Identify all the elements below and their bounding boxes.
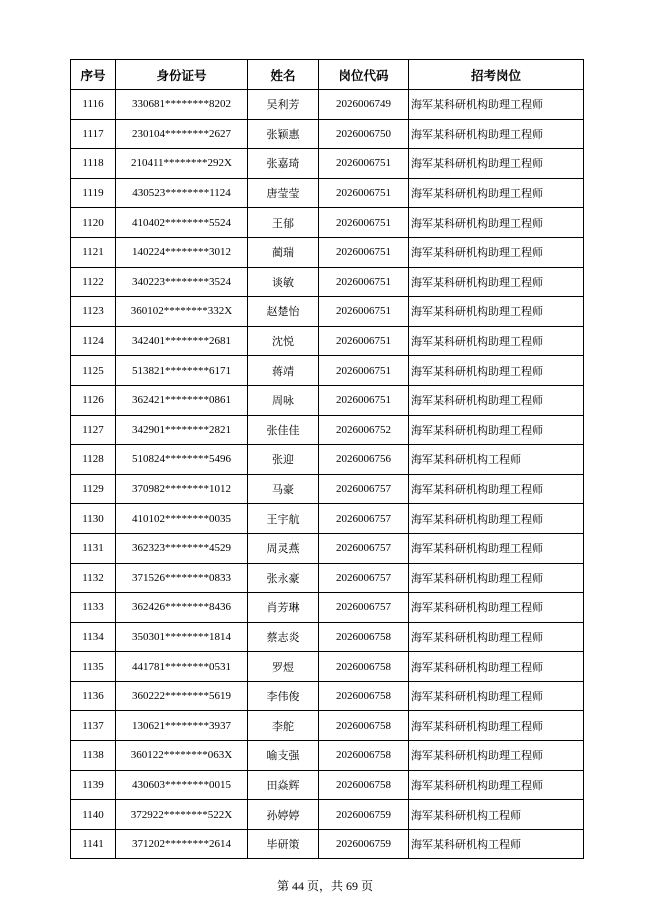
table-row	[71, 474, 584, 504]
post-code-cell: 2026006757	[319, 533, 409, 563]
id-number-cell: 342901********2821	[116, 415, 248, 445]
row-number-cell: 1123	[71, 297, 116, 327]
name-cell: 谈敏	[248, 267, 319, 297]
name-cell: 赵楚怡	[248, 297, 319, 327]
post-code-cell: 2026006751	[319, 356, 409, 386]
table-row	[71, 593, 584, 623]
candidate-table	[70, 59, 584, 859]
post-code-cell: 2026006757	[319, 563, 409, 593]
post-title-cell: 海军某科研机构助理工程师	[409, 237, 584, 267]
table-body	[71, 90, 584, 859]
name-cell: 蔺瑞	[248, 237, 319, 267]
name-cell: 蒋靖	[248, 356, 319, 386]
post-code-cell: 2026006751	[319, 237, 409, 267]
table-row	[71, 415, 584, 445]
id-number-cell: 342401********2681	[116, 326, 248, 356]
table-row	[71, 622, 584, 652]
post-title-cell: 海军某科研机构助理工程师	[409, 563, 584, 593]
post-code-cell: 2026006752	[319, 415, 409, 445]
post-title-cell: 海军某科研机构助理工程师	[409, 652, 584, 682]
name-cell: 沈悦	[248, 326, 319, 356]
name-cell: 唐莹莹	[248, 178, 319, 208]
row-number-cell: 1126	[71, 385, 116, 415]
post-title-cell: 海军某科研机构助理工程师	[409, 593, 584, 623]
post-code-cell: 2026006758	[319, 770, 409, 800]
id-number-cell: 330681********8202	[116, 90, 248, 120]
post-code-cell: 2026006759	[319, 800, 409, 830]
row-number-cell: 1132	[71, 563, 116, 593]
post-title-cell: 海军某科研机构助理工程师	[409, 119, 584, 149]
table-row	[71, 208, 584, 238]
post-code-cell: 2026006757	[319, 593, 409, 623]
id-number-cell: 140224********3012	[116, 237, 248, 267]
row-number-cell: 1134	[71, 622, 116, 652]
table-row	[71, 297, 584, 327]
name-cell: 李舵	[248, 711, 319, 741]
post-code-cell: 2026006758	[319, 681, 409, 711]
row-number-cell: 1116	[71, 90, 116, 120]
post-code-cell: 2026006756	[319, 445, 409, 475]
page-number-footer: 第 44 页，共 69 页	[276, 879, 373, 893]
id-number-cell: 430523********1124	[116, 178, 248, 208]
row-number-cell: 1141	[71, 829, 116, 859]
name-cell: 张嘉琦	[248, 149, 319, 179]
name-cell: 王郁	[248, 208, 319, 238]
id-number-cell: 430603********0015	[116, 770, 248, 800]
table-row	[71, 237, 584, 267]
row-number-cell: 1119	[71, 178, 116, 208]
name-cell: 田焱辉	[248, 770, 319, 800]
post-code-cell: 2026006750	[319, 119, 409, 149]
post-title-cell: 海军某科研机构助理工程师	[409, 385, 584, 415]
table-row	[71, 800, 584, 830]
id-number-cell: 371526********0833	[116, 563, 248, 593]
row-number-cell: 1124	[71, 326, 116, 356]
row-number-cell: 1135	[71, 652, 116, 682]
row-number-cell: 1121	[71, 237, 116, 267]
name-cell: 毕研策	[248, 829, 319, 859]
row-number-cell: 1138	[71, 741, 116, 771]
id-number-cell: 410102********0035	[116, 504, 248, 534]
table-row	[71, 533, 584, 563]
row-number-cell: 1127	[71, 415, 116, 445]
table-row	[71, 652, 584, 682]
id-number-cell: 360122********063X	[116, 741, 248, 771]
header-seq: 序号	[71, 60, 116, 90]
row-number-cell: 1139	[71, 770, 116, 800]
post-title-cell: 海军某科研机构工程师	[409, 445, 584, 475]
post-code-cell: 2026006758	[319, 741, 409, 771]
name-cell: 张迎	[248, 445, 319, 475]
row-number-cell: 1128	[71, 445, 116, 475]
name-cell: 周咏	[248, 385, 319, 415]
name-cell: 孙婷婷	[248, 800, 319, 830]
post-code-cell: 2026006751	[319, 326, 409, 356]
post-code-cell: 2026006758	[319, 652, 409, 682]
table-row	[71, 326, 584, 356]
post-title-cell: 海军某科研机构助理工程师	[409, 90, 584, 120]
table-row	[71, 267, 584, 297]
table-row	[71, 385, 584, 415]
id-number-cell: 360102********332X	[116, 297, 248, 327]
post-title-cell: 海军某科研机构助理工程师	[409, 622, 584, 652]
post-code-cell: 2026006751	[319, 178, 409, 208]
post-code-cell: 2026006757	[319, 504, 409, 534]
row-number-cell: 1125	[71, 356, 116, 386]
row-number-cell: 1129	[71, 474, 116, 504]
id-number-cell: 340223********3524	[116, 267, 248, 297]
post-title-cell: 海军某科研机构工程师	[409, 800, 584, 830]
id-number-cell: 362421********0861	[116, 385, 248, 415]
post-title-cell: 海军某科研机构助理工程师	[409, 681, 584, 711]
name-cell: 李伟俊	[248, 681, 319, 711]
post-title-cell: 海军某科研机构助理工程师	[409, 415, 584, 445]
post-code-cell: 2026006751	[319, 149, 409, 179]
post-code-cell: 2026006757	[319, 474, 409, 504]
table-row	[71, 681, 584, 711]
row-number-cell: 1136	[71, 681, 116, 711]
id-number-cell: 370982********1012	[116, 474, 248, 504]
header-post-code: 岗位代码	[319, 60, 409, 90]
table-row	[71, 178, 584, 208]
name-cell: 马豪	[248, 474, 319, 504]
table-row	[71, 356, 584, 386]
post-title-cell: 海军某科研机构助理工程师	[409, 474, 584, 504]
table-row	[71, 563, 584, 593]
id-number-cell: 210411********292X	[116, 149, 248, 179]
id-number-cell: 362426********8436	[116, 593, 248, 623]
name-cell: 蔡志炎	[248, 622, 319, 652]
table-row	[71, 770, 584, 800]
post-title-cell: 海军某科研机构助理工程师	[409, 770, 584, 800]
post-title-cell: 海军某科研机构工程师	[409, 829, 584, 859]
row-number-cell: 1130	[71, 504, 116, 534]
row-number-cell: 1120	[71, 208, 116, 238]
table-header	[71, 60, 584, 90]
row-number-cell: 1133	[71, 593, 116, 623]
post-title-cell: 海军某科研机构助理工程师	[409, 178, 584, 208]
id-number-cell: 350301********1814	[116, 622, 248, 652]
post-title-cell: 海军某科研机构助理工程师	[409, 504, 584, 534]
table-row	[71, 90, 584, 120]
post-code-cell: 2026006751	[319, 267, 409, 297]
row-number-cell: 1118	[71, 149, 116, 179]
post-code-cell: 2026006751	[319, 385, 409, 415]
header-post-title: 招考岗位	[409, 60, 584, 90]
post-title-cell: 海军某科研机构助理工程师	[409, 149, 584, 179]
table-row	[71, 149, 584, 179]
name-cell: 肖芳琳	[248, 593, 319, 623]
name-cell: 张颖惠	[248, 119, 319, 149]
post-title-cell: 海军某科研机构助理工程师	[409, 208, 584, 238]
header-id-number: 身份证号	[116, 60, 248, 90]
post-title-cell: 海军某科研机构助理工程师	[409, 356, 584, 386]
post-title-cell: 海军某科研机构助理工程师	[409, 326, 584, 356]
id-number-cell: 362323********4529	[116, 533, 248, 563]
post-title-cell: 海军某科研机构助理工程师	[409, 267, 584, 297]
name-cell: 喻支强	[248, 741, 319, 771]
id-number-cell: 130621********3937	[116, 711, 248, 741]
post-title-cell: 海军某科研机构助理工程师	[409, 711, 584, 741]
post-code-cell: 2026006758	[319, 711, 409, 741]
post-code-cell: 2026006751	[319, 297, 409, 327]
row-number-cell: 1131	[71, 533, 116, 563]
id-number-cell: 513821********6171	[116, 356, 248, 386]
name-cell: 周灵燕	[248, 533, 319, 563]
row-number-cell: 1117	[71, 119, 116, 149]
id-number-cell: 510824********5496	[116, 445, 248, 475]
row-number-cell: 1137	[71, 711, 116, 741]
post-code-cell: 2026006759	[319, 829, 409, 859]
name-cell: 罗煜	[248, 652, 319, 682]
id-number-cell: 360222********5619	[116, 681, 248, 711]
row-number-cell: 1140	[71, 800, 116, 830]
name-cell: 张佳佳	[248, 415, 319, 445]
name-cell: 张永豪	[248, 563, 319, 593]
post-title-cell: 海军某科研机构助理工程师	[409, 741, 584, 771]
name-cell: 王宇航	[248, 504, 319, 534]
id-number-cell: 372922********522X	[116, 800, 248, 830]
table-row	[71, 741, 584, 771]
table-row	[71, 445, 584, 475]
table-row	[71, 119, 584, 149]
id-number-cell: 371202********2614	[116, 829, 248, 859]
row-number-cell: 1122	[71, 267, 116, 297]
table-row	[71, 829, 584, 859]
id-number-cell: 441781********0531	[116, 652, 248, 682]
table-row	[71, 504, 584, 534]
post-title-cell: 海军某科研机构助理工程师	[409, 297, 584, 327]
id-number-cell: 410402********5524	[116, 208, 248, 238]
name-cell: 吴利芳	[248, 90, 319, 120]
post-code-cell: 2026006749	[319, 90, 409, 120]
table-header-row	[71, 60, 584, 90]
id-number-cell: 230104********2627	[116, 119, 248, 149]
table-row	[71, 711, 584, 741]
post-code-cell: 2026006751	[319, 208, 409, 238]
post-code-cell: 2026006758	[319, 622, 409, 652]
post-title-cell: 海军某科研机构助理工程师	[409, 533, 584, 563]
header-name: 姓名	[248, 60, 319, 90]
